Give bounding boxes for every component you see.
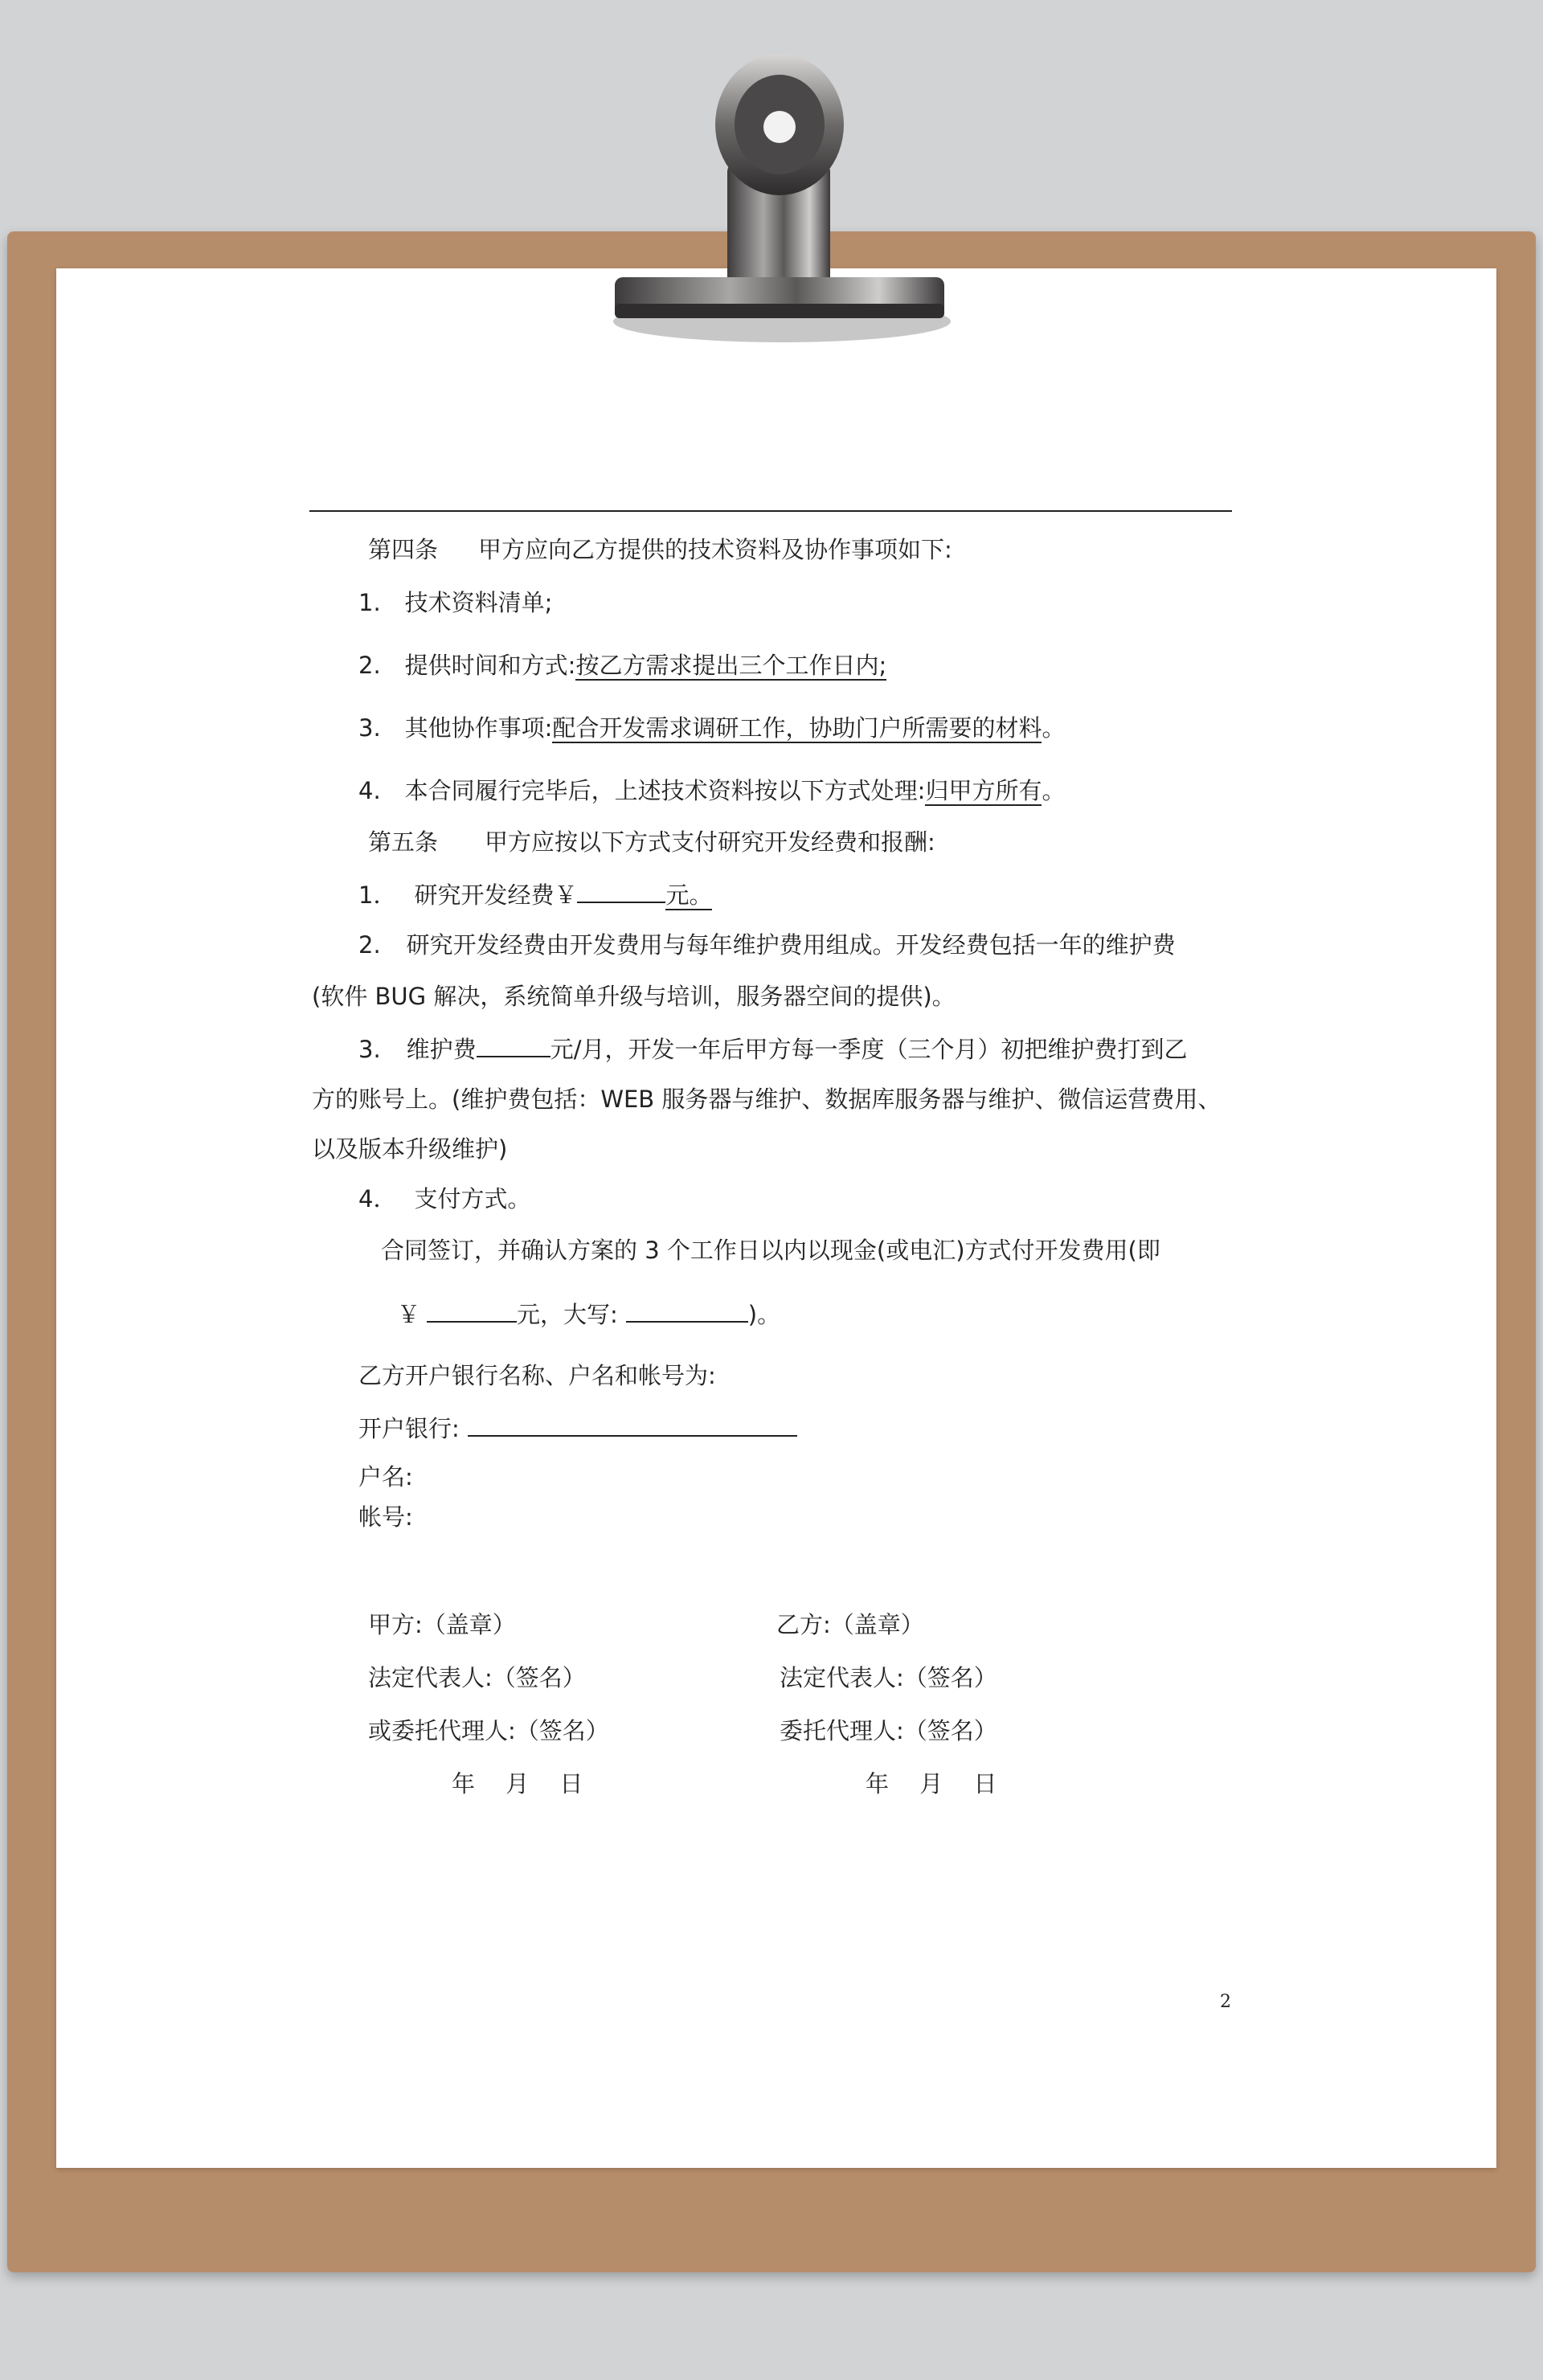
dev-fee-blank[interactable] [577,877,665,903]
bank-info-intro: 乙方开户银行名称、户名和帐号为: [358,1362,716,1389]
article5-item-3-cont: 方的账号上。(维护费包括：WEB 服务器与维护、数据库服务器与维护、微信运营费用、 [312,1086,1222,1113]
article5-item-3: 3. 维护费 元/月，开发一年后甲方每一季度（三个月）初把维护费打到乙 [358,1032,1187,1065]
article5-item-2-cont: (软件 BUG 解决，系统简单升级与培训，服务器空间的提供)。 [312,983,956,1010]
article5-item-1: 1． 研究开发经费￥ 元。 [358,877,712,911]
article4-item-1: 1. 技术资料清单; [358,589,553,616]
binder-clip-icon [575,48,952,354]
party-b-date: 年 月 日 [866,1770,997,1797]
article5-item-4: 4． 支付方式。 [358,1185,531,1212]
article5-heading-line [368,826,935,858]
materials-disposal-value: 归甲方所有 [925,777,1042,804]
party-b-representative: 法定代表人:（签名） [780,1664,997,1691]
header-rule [309,510,1232,512]
bank-name-line: 开户银行: [358,1411,797,1445]
party-a-seal: 甲方:（盖章） [368,1611,516,1638]
party-a-agent: 或委托代理人:（签名） [368,1717,609,1744]
article5-item-2: 2. 研究开发经费由开发费用与每年维护费用组成。开发经费包括一年的维护费 [358,931,1176,959]
page-number: 2 [1220,1992,1231,2012]
maintenance-fee-blank[interactable] [477,1032,550,1057]
article4-item-3: 3. 其他协作事项:配合开发需求调研工作，协助门户所需要的材料。 [358,714,1066,742]
account-number-label: 帐号: [358,1503,413,1531]
party-b-seal: 乙方:（盖章） [776,1611,924,1638]
payment-amount-blank[interactable] [427,1297,517,1323]
payment-terms: 合同签订，并确认方案的 3 个工作日以内以现金(或电汇)方式付开发费用(即 [381,1237,1160,1264]
article4-item-2: 2. 提供时间和方式:按乙方需求提出三个工作日内; [358,652,887,679]
payment-amount-line: ￥ 元，大写: )。 [397,1297,780,1331]
party-a-representative: 法定代表人:（签名） [368,1664,586,1691]
article4-heading: 第四条 [368,536,439,563]
article5-item-3-cont2: 以及版本升级维护) [312,1135,508,1163]
cooperation-value: 配合开发需求调研工作，协助门户所需要的材料 [552,714,1042,742]
article4-item-4: 4. 本合同履行完毕后，上述技术资料按以下方式处理:归甲方所有。 [358,777,1066,804]
article5-intro: 甲方应按以下方式支付研究开发经费和报酬: [485,828,935,856]
party-b-agent: 委托代理人:（签名） [780,1717,997,1744]
payment-amount-words-blank[interactable] [626,1297,748,1323]
party-a-date: 年 月 日 [452,1770,583,1797]
account-name-label: 户名: [358,1463,413,1491]
article4-intro: 甲方应向乙方提供的技术资料及协作事项如下: [478,536,952,563]
article5-heading: 第五条 [368,828,439,856]
delivery-method-value: 按乙方需求提出三个工作日内; [575,652,887,679]
article4-heading-line [368,534,952,566]
bank-name-blank[interactable] [468,1411,797,1437]
